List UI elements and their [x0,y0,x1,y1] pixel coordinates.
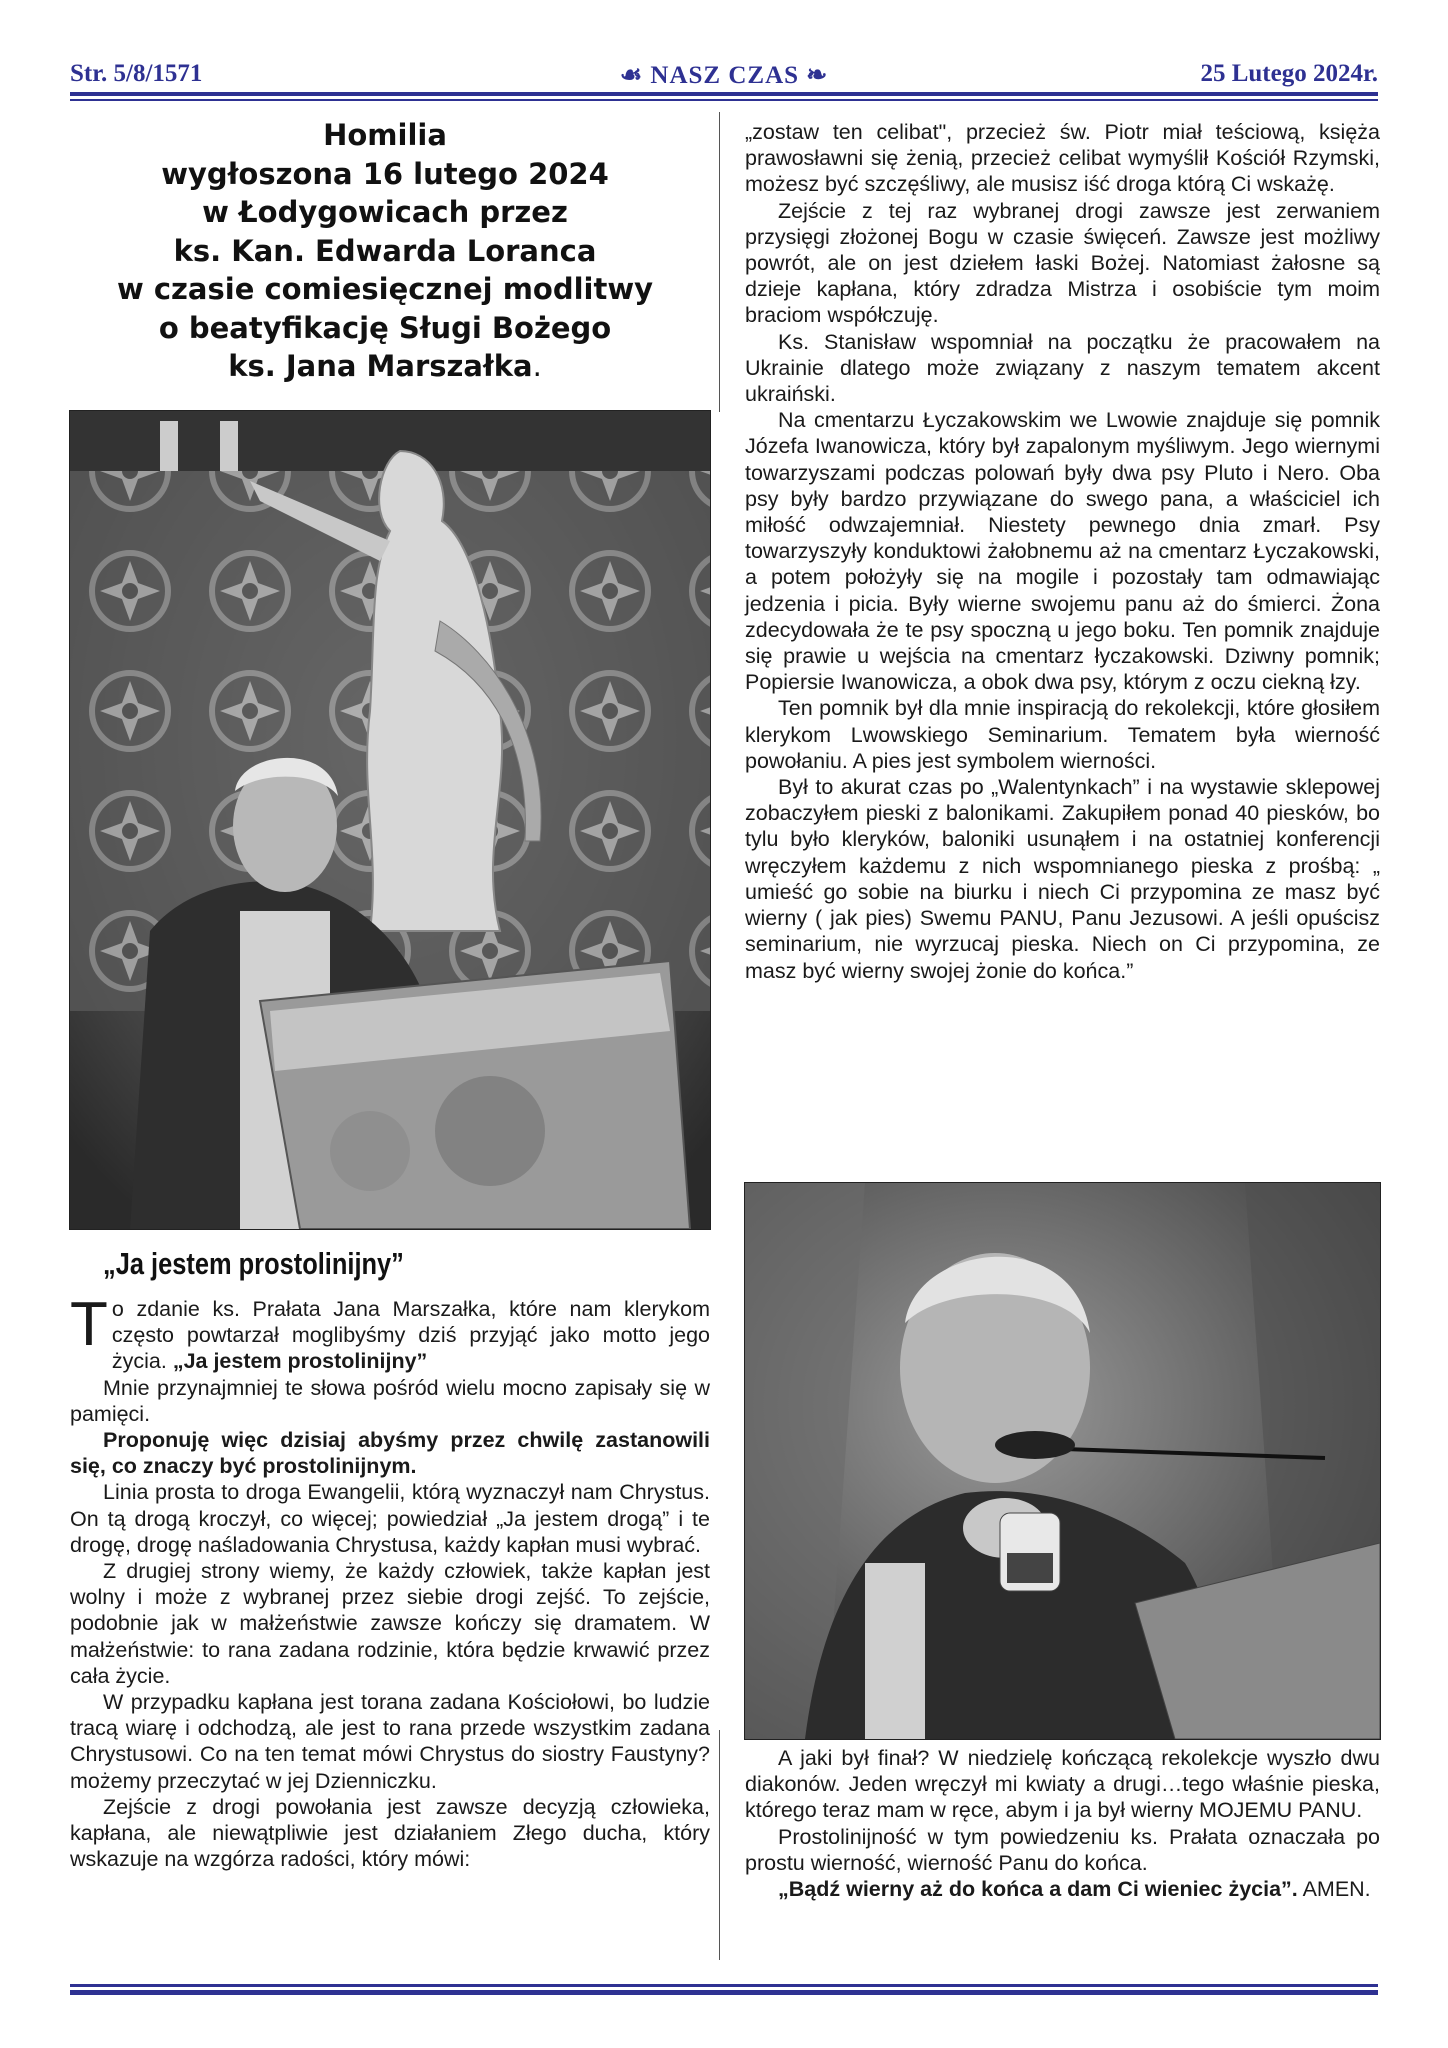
homily-title [70,116,700,386]
title-line: ks. Kan. Edwarda Loranca [173,233,597,268]
paragraph: „zostaw ten celibat", przecież św. Piotr miał teściową, księża prawosławni się żenią, przecież celibat wymyślił Kościół Rzymski, możesz być szczęśliwy, ale musisz iść droga którą Ci wskażę. [745,120,1380,197]
drop-cap: T [70,1290,108,1359]
paragraph: Ks. Stanisław wspomniał na początku że pracowałem na Ukrainie dlatego może związany z naszym tematem akcent ukraiński. [745,329,1380,407]
title-name: ks. Jana Marszałka [228,349,533,383]
paragraph: A jaki był finał? W niedzielę kończącą rekolekcje wyszło dwu diakonów. Jeden wręczył mi kwiaty a drugi…tego właśnie pieska, którego teraz mam w ręce, abym i ja był wierny MOJEMU PANU. [745,1746,1380,1823]
paragraph: W przypadku kapłana jest torana zadana Kościołowi, bo ludzie tracą wiarę i odchodzą, ale jest to rana przede wszystkim zadana Chrystusowi. Co na ten temat mówi Chrystus do siostry Faustyny? możemy przeczytać w jej Dzienniczku. [70,1690,710,1793]
title-line: wygłoszona 16 lutego 2024 [161,156,609,191]
footer-rule-thin [70,1984,1378,1987]
page-number: Str. 5/8/1571 [70,60,203,87]
paragraph: Mnie przynajmniej te słowa pośród wielu mocno zapisały się w pamięci. [70,1375,710,1426]
paragraph: Na cmentarzu Łyczakowskim we Lwowie znajduje się pomnik Józefa Iwanowicza, który był zapalonym myśliwym. Jego wiernymi towarzyszami podczas polowań były dwa psy Pluto i Nero. Oba psy były bardzo przywiązane do swego pana, a właściciel ich miłość odwzajemniał. Niestety pewnego dnia zmarł. Psy towarzyszyły konduktowi żałobnemu aż na cmentarz Łyczakowski, a potem położyły się na mogile i pozostały tam odmawiając jedzenia i picia. Były wierne swojemu panu aż do śmierci. Żona zdecydowała że te psy spoczną u jego boku. Ten pomnik znajduje się prawie u wejścia na cmentarz łyczakowski. Dziwny pomnik; Popiersie Iwanowicza, a obok dwa psy, którym z oczu ciekną łzy. [745,408,1380,695]
paragraph: Zejście z drogi powołania jest zawsze decyzją człowieka, kapłana, ale niewątpliwie jest działaniem Złego ducha, który wskazuje na wzgórza radości, który mówi: [70,1794,710,1872]
section-subheading: „Ja jestem prostolinijny” [103,1246,404,1281]
title-line: o beatyfikację Sługi Bożego [158,310,612,345]
paragraph-text: o zdanie ks. Prałata Jana Marszałka, które nam klerykom często powtarzał moglibyśmy dziś przyjąć jako motto jego życia. [111,1297,710,1374]
paragraph: Był to akurat czas po „Walentynkach” i na wystawie sklepowej zobaczyłem pieski z balonikami. Zakupiłem ponad 40 piesków, bo tylu było kleryków, baloniki usunąłem i na ostatniej konferencji wręczyłem każdemu z nich wspomnianego pieska z prośbą: „ umieść go sobie na biurku i niech Ci przypomina ze masz być wierny ( jak pies) Swemu PANU, Panu Jezusowi. A jeśli opuścisz seminarium, nie wyrzucaj pieska. Niech on Ci przypomina, ze masz być wierny swojej żonie do końca.” [745,775,1380,983]
paragraph: Ten pomnik był dla mnie inspiracją do rekolekcji, które głosiłem klerykom Lwowskiego Seminarium. Tematem była wierność powołaniu. A pies jest symbolem wierności. [745,696,1380,773]
paragraph [745,1876,1380,1902]
paragraph: Zejście z tej raz wybranej drogi zawsze jest zerwaniem przysięgi złożonej Bogu w czasie święceń. Zawsze jest możliwy powrót, ale on jest dziełem łaski Bożej. Natomiast żałosne są dzieje kapłana, który zdradza Mistrza i osobiście tym moim braciom współczuję. [745,198,1380,328]
issue-date: 25 Lutego 2024r. [1200,60,1378,87]
quote-bold: „Ja jestem prostolinijny” [172,1349,428,1374]
title-line: w czasie comiesięcznej modlitwy [116,272,654,306]
column-divider-bottom [719,1730,720,1960]
column-divider [719,112,720,412]
title-line: w Łodygowicach przez [202,195,568,229]
header-rule [70,92,1378,96]
paragraph: Prostolinijność w tym powiedzeniu ks. Prałata oznaczała po prostu wierność, wierność Panu do końca. [745,1824,1380,1875]
magazine-title: ☙ NASZ CZAS ❧ [619,62,829,89]
right-column-bottom-text [745,1745,1380,1902]
right-column-text [745,119,1380,984]
paragraph-bold: Proponuję więc dzisiaj abyśmy przez chwilę zastanowili się, co znaczy być prostolinijnym. [70,1428,710,1479]
page-header [70,60,1378,90]
paragraph: Linia prosta to droga Ewangelii, którą wyznaczył nam Chrystus. On tą drogą kroczył, co więcej; powiedział „Ja jestem drogą” i te drogę, drogę naśladowania Chrystusa, każdy kapłan musi wybrać. [70,1480,710,1557]
closing-quote: „Bądź wierny aż do końca a dam Ci wieniec życia”. [778,1877,1298,1902]
title-line: Homilia [323,118,447,152]
paragraph: Z drugiej strony wiemy, że każdy człowiek, także kapłan jest wolny i może z wybranej przez siebie drogi zejść. To zejście, podobnie jak w małżeństwie zawsze kończy się dramatem. W małżeństwie: to rana zadana rodzinie, która będzie krwawić przez cała życie. [70,1559,710,1688]
amen: AMEN. [1302,1877,1371,1902]
header-rule-thin [70,99,1378,101]
photo-priest-with-dog [744,1182,1381,1740]
footer-rule [70,1990,1378,1995]
paragraph [70,1290,710,1375]
photo-priest-pulpit [69,410,711,1230]
title-period: . [532,349,542,383]
left-column-text [70,1290,710,1872]
title-line [70,347,700,386]
